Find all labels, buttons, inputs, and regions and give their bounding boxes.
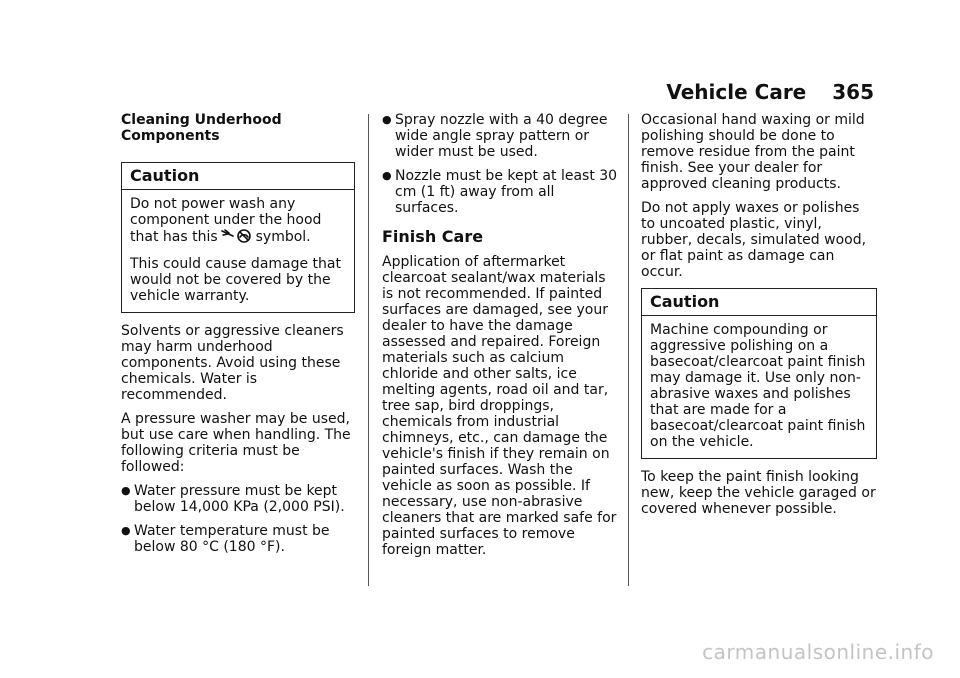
watermark: carmanualsonline.info [702,640,934,664]
column-left [121,112,355,563]
list-item-text: Water pressure must be kept below 14,000 KPa (2,000 PSI). [134,483,345,515]
no-power-wash-symbol-icon [220,228,254,248]
caution-title: Caution [642,289,876,316]
page-header [666,80,874,104]
bullet-icon: ● [382,113,392,126]
column-right [641,112,877,525]
page-number: 365 [832,80,874,104]
caution-box-underhood [121,162,355,313]
paragraph-waxing: Occasional hand waxing or mild polishing should be done to remove residue from the paint finish. See your dealer for approved cleaning products. [641,112,865,192]
column-middle [382,112,618,566]
bullet-icon: ● [382,169,392,182]
caution-text-after-symbol: symbol. [255,229,311,245]
list-item [121,523,355,555]
list-item-text: Nozzle must be kept at least 30 cm (1 ft) away from all surfaces. [395,168,618,216]
caution-body [642,316,876,450]
paragraph-waxes-warning: Do not apply waxes or polishes to uncoated plastic, vinyl, rubber, decals, simulated wood, or flat paint as damage can occur. [641,200,867,280]
list-item [382,168,618,216]
bullet-icon: ● [121,524,131,537]
caution-paragraph: Machine compounding or aggressive polishing on a basecoat/clearcoat paint finish may damage it. Use only non-abrasive waxes and polishes that are made for a basecoat/clearcoat paint finish on the vehicle. [650,322,866,450]
section-title: Vehicle Care [666,80,807,104]
caution-text-before-symbol: Do not power wash any component under the hood that has this [130,196,322,245]
list-item-text: Spray nozzle with a 40 degree wide angle spray pattern or wider must be used. [395,112,608,160]
nozzle-criteria-list [382,112,618,216]
bullet-icon: ● [121,484,131,497]
caution-paragraph-warranty: This could cause damage that would not be covered by the vehicle warranty. [130,256,341,304]
caution-box-polishing [641,288,877,459]
paragraph-pressure-washer: A pressure washer may be used, but use care when handling. The following criteria must be followed: [121,411,351,475]
paragraph-solvents: Solvents or aggressive cleaners may harm underhood components. Avoid using these chemicals. Water is recommended. [121,323,344,403]
paragraph-keep-paint-new: To keep the paint finish looking new, keep the vehicle garaged or covered whenever possible. [641,469,876,517]
subheading-cleaning-underhood: Cleaning Underhood Components [121,112,282,144]
paragraph-finish-care: Application of aftermarket clearcoat sealant/wax materials is not recommended. If painted surfaces are damaged, see your dealer to have the damage assessed and repaired. Foreign materials such as calcium chloride and other salts, ice melting agents, road oil and tar, tree sap, bird droppings, chemicals from industrial chimneys, etc., can damage the vehicle's finish if they remain on painted surfaces. Wash the vehicle as soon as possible. If necessary, use non-abrasive cleaners that are marked safe for painted surfaces to remove foreign matter. [382,254,617,558]
section-heading-finish-care: Finish Care [382,227,484,246]
list-item [121,483,355,515]
column-divider [368,114,369,586]
pressure-washer-criteria-list [121,483,355,555]
caution-body [122,190,354,304]
caution-paragraph [130,196,346,248]
column-divider [628,114,629,586]
list-item-text: Water temperature must be below 80 °C (180 °F). [134,523,330,555]
list-item [382,112,618,160]
caution-title: Caution [122,163,354,190]
